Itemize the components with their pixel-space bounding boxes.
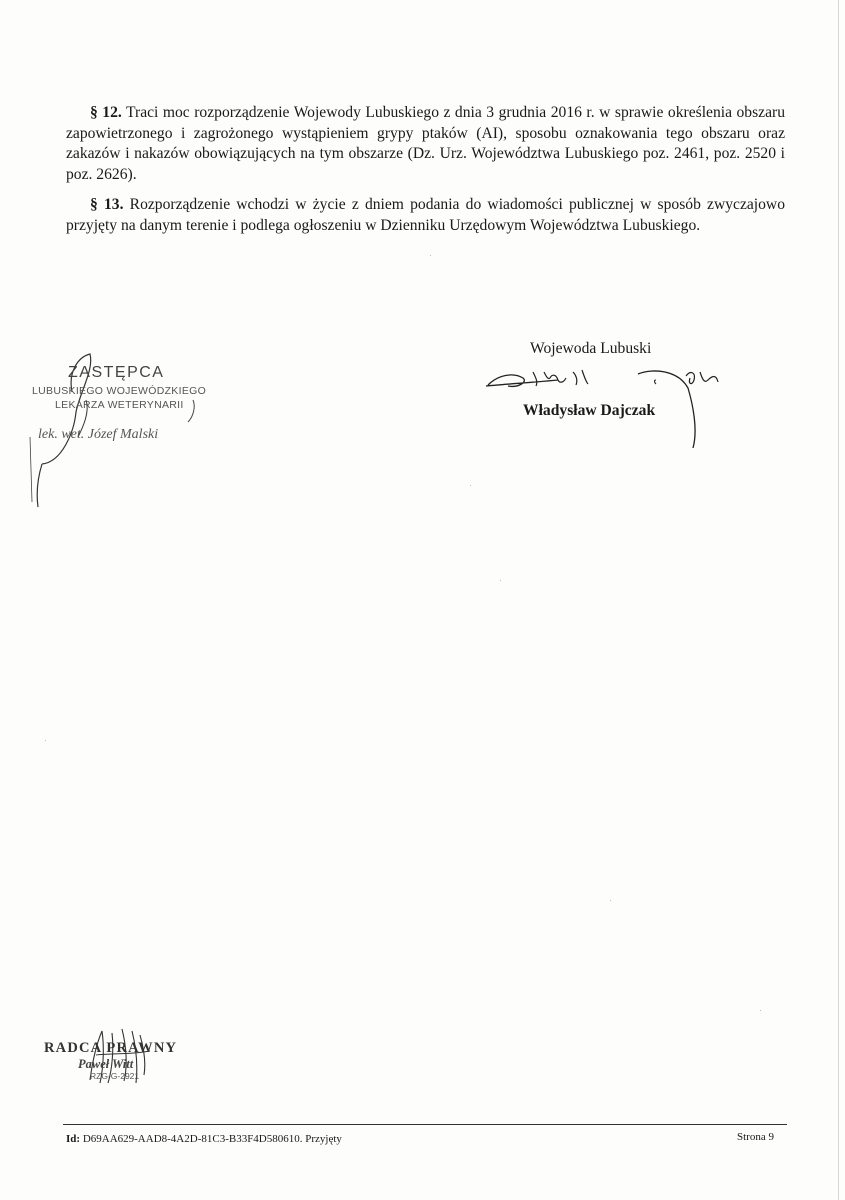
paragraph-13-number: § 13. xyxy=(90,196,124,213)
paragraph-13-text: Rozporządzenie wchodzi w życie z dniem podania do wiadomości publicznej w sposób zwyczajowo przyjęty na danym terenie i podlega ogłoszeniu w Dzienniku Urzędowym Województwa Lubuskiego. xyxy=(66,196,785,234)
paragraph-12 xyxy=(66,103,785,185)
deputy-veterinarian-stamp xyxy=(28,352,228,512)
document-id-value: D69AA629-AAD8-4A2D-81C3-B33F4D580610. Przyjęty xyxy=(82,1133,342,1145)
footer-divider xyxy=(63,1124,787,1125)
signatory-title: Wojewoda Lubuski xyxy=(530,340,652,357)
document-id-label: Id: xyxy=(66,1133,81,1145)
signatory-name: Władysław Dajczak xyxy=(523,402,656,419)
paragraph-12-number: § 12. xyxy=(90,104,122,121)
paragraph-12-text: Traci moc rozporządzenie Wojewody Lubuskiego z dnia 3 grudnia 2016 r. w sprawie określenia obszaru zapowietrzonego i zagrożonego wystąpieniem grypy ptaków (AI), sposobu oznakowania tego obszaru oraz zakazów i nakazów obowiązujących na tym obszarze (Dz. Urz. Województwa Lubuskiego poz. 2461, poz. 2520 i poz. 2626). xyxy=(66,104,786,183)
legal-counsel-title: RADCA PRAWNY xyxy=(44,1040,178,1056)
page-edge xyxy=(838,0,839,1200)
document-id xyxy=(66,1133,342,1145)
stamp-title: ZASTĘPCA xyxy=(68,364,165,381)
stamp-institution: LUBUSKIEGO WOJEWÓDZKIEGO xyxy=(32,385,207,397)
legal-counsel-name: Paweł Witt xyxy=(78,1057,134,1071)
page-number: Strona 9 xyxy=(737,1131,774,1143)
stamp-role: LEKARZA WETERYNARII xyxy=(55,399,184,411)
paragraph-13 xyxy=(66,195,785,236)
legal-counsel-number: RZG-G-2921 xyxy=(90,1071,140,1081)
legal-counsel-stamp xyxy=(40,1025,210,1085)
stamp-person: lek. wet. Józef Malski xyxy=(38,427,159,442)
